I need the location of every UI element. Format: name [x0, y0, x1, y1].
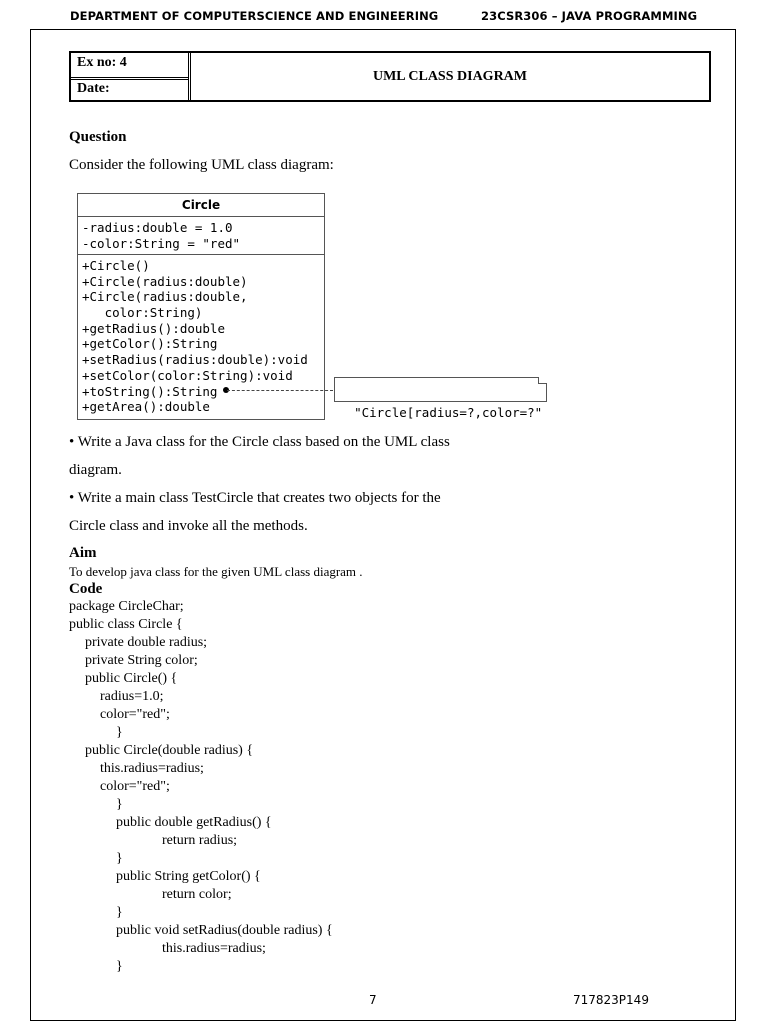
bullet-1-line-2: diagram. [69, 462, 122, 478]
page-number: 7 [369, 993, 377, 1007]
code-line: } [116, 797, 123, 812]
note-connector-line [227, 390, 333, 391]
exercise-number: Ex no: 4 [77, 55, 127, 70]
code-line: this.radius=radius; [162, 941, 266, 956]
roll-number: 717823P149 [573, 993, 649, 1007]
code-line: private String color; [85, 653, 198, 668]
uml-class-box [77, 193, 325, 420]
exercise-info-cell [71, 53, 191, 100]
code-line: public String getColor() { [116, 869, 261, 884]
question-heading: Question [69, 129, 127, 145]
bullet-1-line-1: • Write a Java class for the Circle class based on the UML class [69, 434, 450, 450]
code-line: } [116, 725, 123, 740]
code-line: return color; [162, 887, 232, 902]
uml-attributes [78, 217, 324, 255]
uml-operation: +getArea():double [82, 399, 210, 415]
uml-operation: +Circle(radius:double, [82, 289, 248, 305]
uml-operation: color:String) [82, 305, 203, 321]
exercise-date: Date: [77, 81, 110, 96]
code-line: this.radius=radius; [100, 761, 204, 776]
question-intro: Consider the following UML class diagram: [69, 157, 334, 173]
header-course: 23CSR306 – JAVA PROGRAMMING [481, 9, 698, 23]
code-line: public class Circle { [69, 617, 183, 632]
code-line: } [116, 959, 123, 974]
exercise-header-table [69, 51, 711, 102]
uml-operation: +setRadius(radius:double):void [82, 352, 308, 368]
uml-note-text: "Circle[radius=?,color=?" [354, 405, 543, 420]
uml-operation: +getColor():String [82, 336, 218, 352]
code-line: package CircleChar; [69, 599, 184, 614]
note-folded-corner [538, 377, 547, 384]
code-heading: Code [69, 581, 103, 597]
code-line: } [116, 905, 123, 920]
uml-operation: +Circle() [82, 258, 150, 273]
uml-attribute: -radius:double = 1.0 [82, 220, 233, 235]
code-line: color="red"; [100, 779, 170, 794]
uml-operation: +setColor(color:String):void [82, 367, 293, 383]
aim-heading: Aim [69, 545, 97, 561]
uml-note-box [334, 377, 547, 420]
code-line: private double radius; [85, 635, 208, 650]
code-line: color="red"; [100, 707, 170, 722]
exercise-cell-divider [71, 77, 189, 80]
code-line: public Circle(double radius) { [85, 743, 254, 758]
code-line: } [116, 851, 123, 866]
exercise-title: UML CLASS DIAGRAM [372, 69, 527, 84]
code-line: return radius; [162, 833, 238, 848]
code-line: public double getRadius() { [116, 815, 272, 830]
uml-attribute: -color:String = "red" [82, 235, 241, 251]
uml-operation: +toString():String [82, 383, 218, 399]
code-line: public void setRadius(double radius) { [116, 923, 333, 938]
uml-class-name: Circle [78, 194, 324, 217]
code-line: public Circle() { [85, 671, 178, 686]
header-department: DEPARTMENT OF COMPUTERSCIENCE AND ENGINEERING [70, 9, 439, 23]
bullet-2-line-2: Circle class and invoke all the methods. [69, 518, 308, 534]
bullet-2-line-1: • Write a main class TestCircle that creates two objects for the [69, 490, 441, 506]
code-line: radius=1.0; [100, 689, 164, 704]
uml-operation: +Circle(radius:double) [82, 273, 248, 289]
uml-operation: +getRadius():double [82, 320, 225, 336]
aim-text: To develop java class for the given UML class diagram . [69, 564, 363, 579]
